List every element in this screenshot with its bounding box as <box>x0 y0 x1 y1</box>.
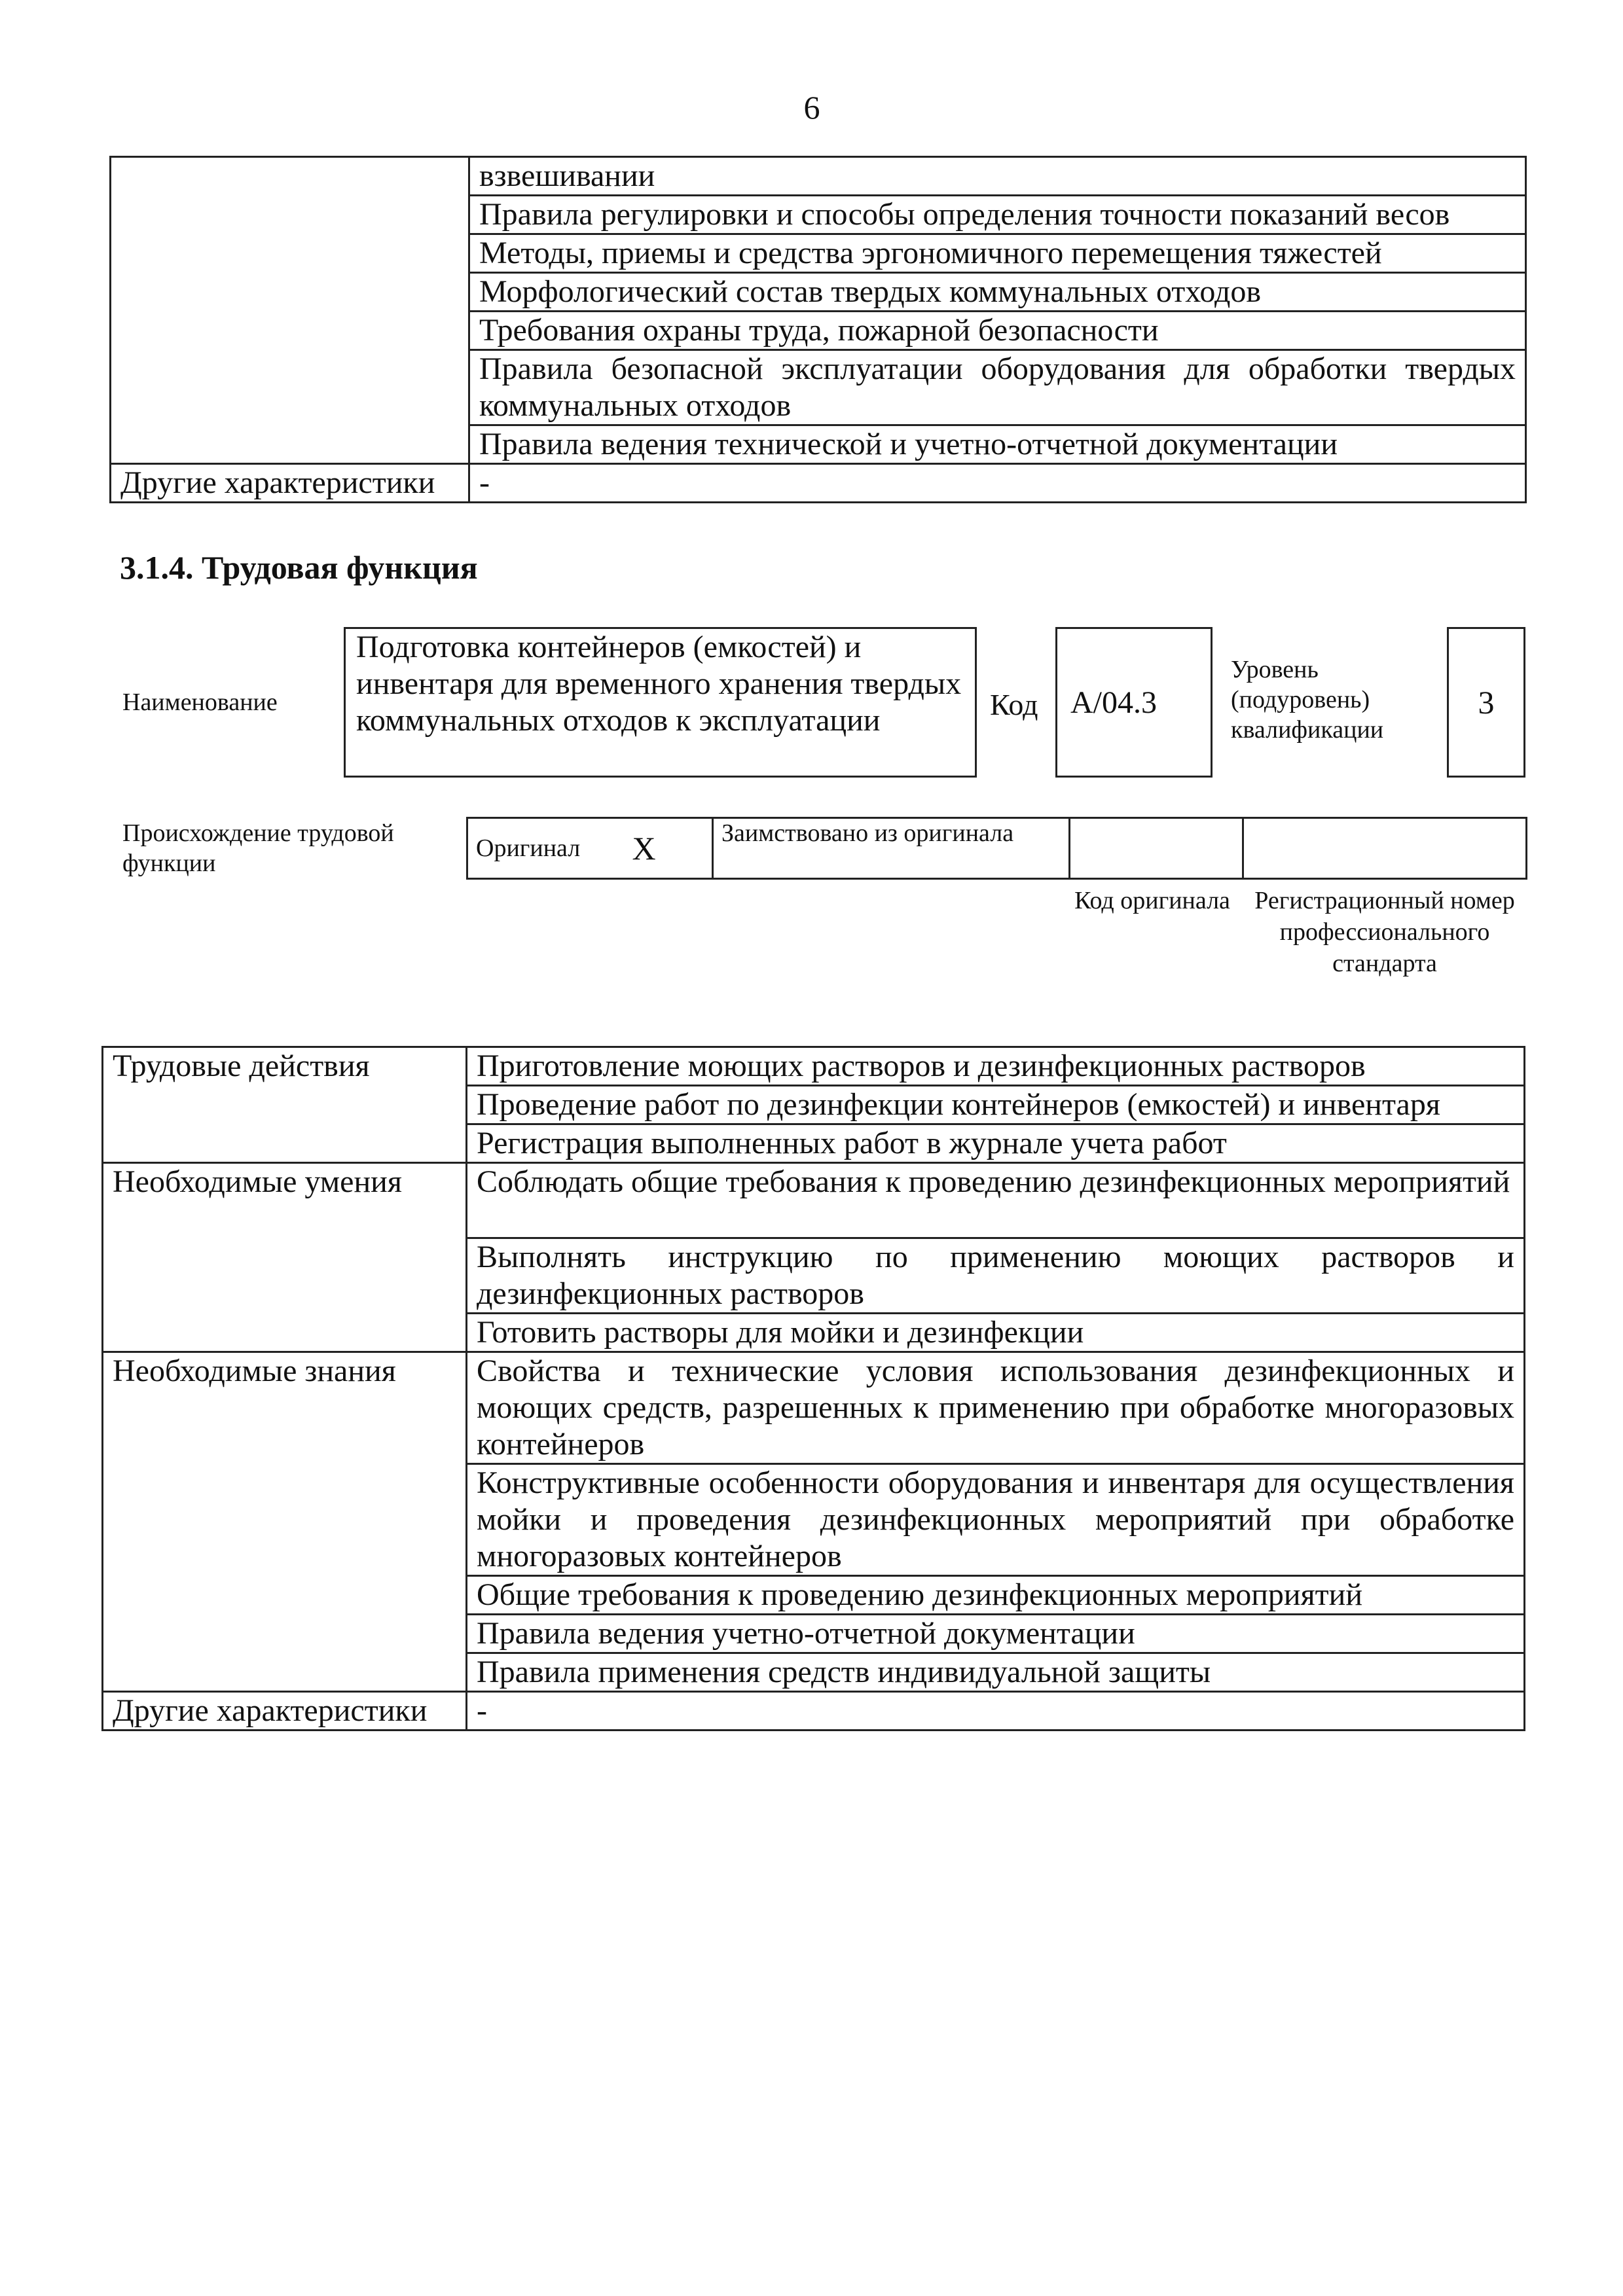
registration-number-caption: Регистрационный номер профессионального стандарта <box>1254 887 1515 977</box>
table-row: Правила ведения технической и учетно-отчетной документации <box>469 425 1526 464</box>
registration-number-cell <box>1243 818 1527 879</box>
other-characteristics-label: Другие характеристики <box>111 464 469 503</box>
borrowed-label: Заимствовано из оригинала <box>713 818 1070 879</box>
function-name-box: Подготовка контейнеров (емкостей) и инвентаря для временного хранения твердых коммунальных отходов к эксплуатации <box>344 627 977 778</box>
table-row: Готовить растворы для мойки и дезинфекции <box>467 1314 1525 1352</box>
origin-table <box>466 817 1527 880</box>
table-row: Конструктивные особенности оборудования и инвентаря для осуществления мойки и проведения дезинфекционных мероприятий при обработке многоразовых контейнеров <box>467 1464 1525 1576</box>
original-label: Оригинал <box>467 818 625 879</box>
empty-label-cell <box>111 157 469 464</box>
table-row: Регистрация выполненных работ в журнале учета работ <box>467 1124 1525 1163</box>
code-label: Код <box>990 688 1038 721</box>
table-row: Проведение работ по дезинфекции контейнеров (емкостей) и инвентаря <box>467 1086 1525 1124</box>
qualification-level-label: Уровень (подуровень) квалификации <box>1231 656 1384 744</box>
table-row: Требования охраны труда, пожарной безопасности <box>469 312 1526 350</box>
table-row: взвешивании <box>469 157 1526 196</box>
knowledge-label: Необходимые знания <box>103 1352 467 1692</box>
code-value-box: А/04.3 <box>1055 627 1213 778</box>
table-row: Выполнять инструкцию по применению моющих растворов и дезинфекционных растворов <box>467 1238 1525 1314</box>
table-row: Правила применения средств индивидуальной защиты <box>467 1653 1525 1692</box>
table-row: Свойства и технические условия использования дезинфекционных и моющих средств, разрешенных к применению при обработке многоразовых контейнеров <box>467 1352 1525 1464</box>
table-row: Соблюдать общие требования к проведению дезинфекционных мероприятий <box>467 1163 1525 1238</box>
other-characteristics-value: - <box>469 464 1526 503</box>
origin-label: Происхождение трудовой функции <box>122 819 394 877</box>
name-label: Наименование <box>122 689 278 716</box>
table-row: Правила регулировки и способы определения точности показаний весов <box>469 196 1526 234</box>
table-row: Правила ведения учетно-отчетной документации <box>467 1615 1525 1653</box>
labor-actions-label: Трудовые действия <box>103 1047 467 1163</box>
table-row: Методы, приемы и средства эргономичного перемещения тяжестей <box>469 234 1526 273</box>
knowledge-continuation-table <box>109 156 1527 503</box>
table-row: Общие требования к проведению дезинфекционных мероприятий <box>467 1576 1525 1615</box>
original-code-caption: Код оригинала <box>1074 887 1230 914</box>
other-characteristics-label: Другие характеристики <box>103 1692 467 1731</box>
original-mark: X <box>625 818 713 879</box>
page-number: 6 <box>803 89 820 126</box>
table-row: Морфологический состав твердых коммунальных отходов <box>469 273 1526 312</box>
other-characteristics-value: - <box>467 1692 1525 1731</box>
table-row: Приготовление моющих растворов и дезинфекционных растворов <box>467 1047 1525 1086</box>
skills-label: Необходимые умения <box>103 1163 467 1352</box>
table-row: Правила безопасной эксплуатации оборудования для обработки твердых коммунальных отходов <box>469 350 1526 425</box>
section-title: 3.1.4. Трудовая функция <box>120 549 478 586</box>
original-code-cell <box>1070 818 1243 879</box>
labor-function-table <box>101 1046 1525 1731</box>
qualification-level-box: 3 <box>1447 627 1525 778</box>
